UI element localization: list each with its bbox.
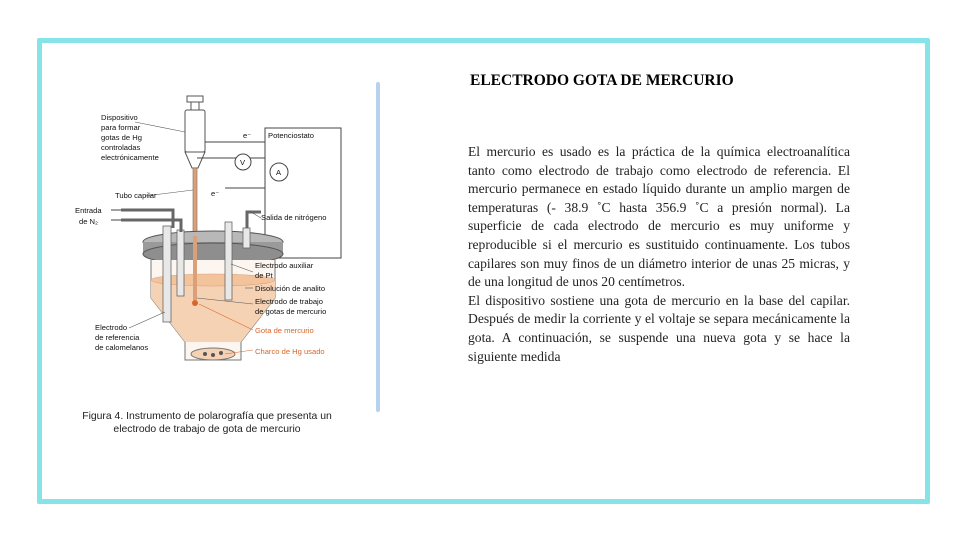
nitrogen-outlet-tube — [243, 228, 250, 248]
n2-outlet-pipe — [247, 212, 261, 228]
label-auxiliar-2: de Pt — [255, 271, 273, 280]
label-gota-mercurio: Gota de mercurio — [255, 326, 314, 335]
capillary-tube — [193, 168, 197, 236]
mercury-drop-pool-1 — [203, 352, 207, 356]
body-text — [468, 143, 850, 366]
paragraph-2: El dispositivo sostiene una gota de mercurio en la base del capilar. Después de medir la corriente y el voltaje se separa mecánicamente la gota. A continuación, se suspende una nueva gota y se hace la siguiente medida — [468, 292, 850, 364]
electron-mid-label: e⁻ — [211, 189, 220, 198]
mercury-drop-pool-3 — [219, 351, 223, 355]
potentiostat-label: Potenciostato — [268, 131, 315, 140]
label-tubo-capilar: Tubo capilar — [115, 191, 157, 200]
label-referencia-1: Electrodo — [95, 323, 128, 332]
label-dispositivo-4: controladas — [101, 143, 141, 152]
label-entrada-1: Entrada — [75, 206, 102, 215]
dispenser-funnel — [185, 152, 205, 168]
polarography-figure — [65, 92, 365, 400]
leader-referencia — [129, 312, 165, 328]
dispenser-cap — [187, 96, 203, 102]
label-referencia-2: de referencia — [95, 333, 140, 342]
label-trabajo-1: Electrodo de trabajo — [255, 297, 323, 306]
label-auxiliar-1: Electrodo auxiliar — [255, 261, 314, 270]
leader-dispositivo — [135, 122, 185, 132]
label-dispositivo-2: para formar — [101, 123, 141, 132]
ammeter-label: A — [276, 168, 282, 177]
slide-title: ELECTRODO GOTA DE MERCURIO — [470, 72, 734, 89]
figure-caption: Figura 4. Instrumento de polarografía que presenta un electrodo de trabajo de gota de mercurio — [82, 411, 332, 435]
label-dispositivo-5: electrónicamente — [101, 153, 159, 162]
reference-electrode — [163, 226, 171, 322]
label-entrada-2: de N₂ — [79, 217, 98, 226]
paragraph-1: El mercurio es usado es la práctica de la química electroanalítica tanto como electrodo de trabajo como electrodo de referencia. El mercurio permanece en estado líquido durante un amplio margen de temperaturas (- 38.9 ˚C hasta 356.9 ˚C a presión normal). La superficie de cada electrodo de mercurio es muy uniforme y reproducible si el mercurio es sustituido continuamente. Los tubos capilares son muy finos de un diámetro interior de unas 25 micras, y de una longitud de unos 20 centímetros. — [468, 144, 850, 290]
polarography-diagram — [65, 92, 365, 400]
label-disolucion: Disolución de analito — [255, 284, 326, 293]
label-charco-hg: Charco de Hg usado — [255, 347, 325, 356]
voltmeter-label: V — [240, 158, 246, 167]
label-dispositivo-3: gotas de Hg — [101, 133, 142, 142]
label-salida-nitrogeno: Salida de nitrógeno — [261, 213, 327, 222]
label-dispositivo-1: Dispositivo — [101, 113, 138, 122]
auxiliary-electrode — [225, 222, 232, 300]
capillary-in-cell — [193, 236, 197, 300]
electron-top-label: e⁻ — [243, 131, 252, 140]
dispenser-neck — [191, 102, 199, 110]
nitrogen-inlet-tube — [177, 230, 184, 296]
mercury-drop-pool-2 — [211, 353, 215, 357]
label-referencia-3: de calomelanos — [95, 343, 149, 352]
label-trabajo-2: de gotas de mercurio — [255, 307, 327, 316]
vertical-divider — [376, 82, 380, 412]
dispenser-body — [185, 110, 205, 152]
mercury-drop — [192, 300, 198, 306]
